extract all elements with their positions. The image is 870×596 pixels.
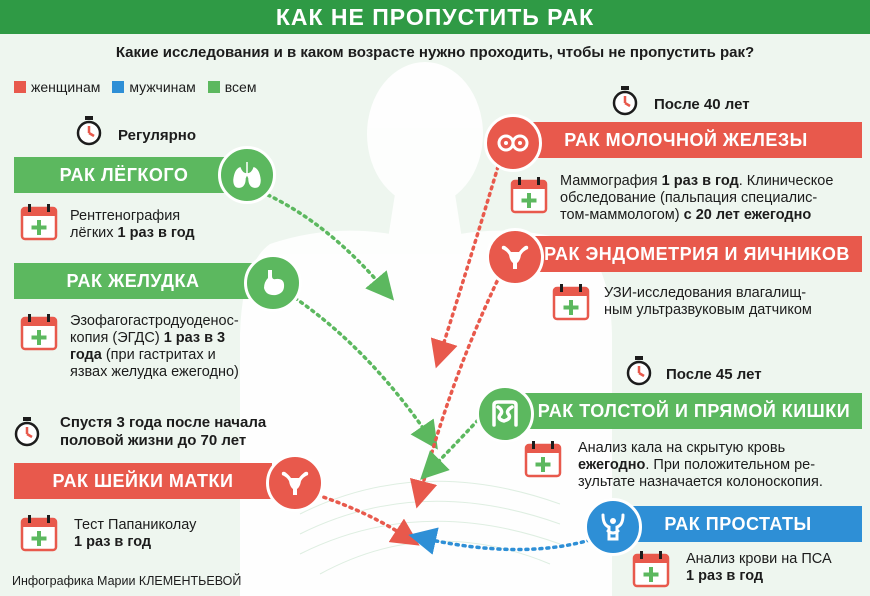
breast-test-line3-bold: с 20 лет ежегодно [683,207,812,223]
timer-label-after-sex-line2: половой жизни до 70 лет [60,432,247,449]
banner-breast: РАК МОЛОЧНОЙ ЖЕЛЕЗЫ [510,122,862,158]
timer-label-after-sex-line1: Спустя 3 года после начала [60,414,267,431]
page-title: КАК НЕ ПРОПУСТИТЬ РАК [275,4,595,30]
calendar-icon [20,514,58,552]
endometrium-test-line1: УЗИ-исследования влагалищ- [604,285,807,301]
legend-label-all: всем [224,79,257,95]
timer-label-regular: Регулярно [118,127,197,144]
uterus-icon [266,454,324,512]
colon-test-text [578,440,864,491]
cervix-test-line1: Тест Папаниколау [74,517,197,533]
colon-test-line3: зультате назначается колоноскопия. [578,474,823,490]
cervix-test-frequency: 1 раз в год [74,534,152,550]
arrow-stomach [295,298,430,438]
endometrium-test-line2: ным ультразвуковым датчиком [604,302,812,318]
legend-label-men: мужчинам [129,79,196,95]
colon-test-line1: Анализ кала на скрытую кровь [578,440,786,456]
stomach-test-line3 [70,347,270,364]
timer-icon [14,417,40,447]
breast-test-line2: обследование (пальпация специалис- [560,190,818,206]
prostate-test-line1: Анализ крови на ПСА [686,551,832,567]
banner-colon: РАК ТОЛСТОЙ И ПРЯМОЙ КИШКИ [500,393,862,429]
intestine-icon [476,385,534,443]
page-subtitle: Какие исследования и в каком возрасте нужно проходить, чтобы не пропустить рак? [115,44,755,61]
colon-test-line2 [578,457,864,474]
breast-test-line3 [560,207,862,224]
prostate-test-frequency: 1 раз в год [686,568,764,584]
arrow-endometrium [420,275,500,495]
calendar-icon [20,203,58,241]
stomach-test-line4: язвах желудка ежегодно) [70,364,239,380]
prostate-icon [584,498,642,556]
colon-test-line2-plain: . При положительном ре- [645,457,816,473]
arrow-prostate [422,538,590,550]
lungs-icon [218,146,276,204]
credit-text: Инфографика Марии КЛЕМЕНТЬЕВОЙ [12,574,242,588]
timer-label-after-sex [60,414,266,450]
calendar-icon [524,440,562,478]
breast-test-text [560,173,862,224]
endometrium-test-text [604,285,854,319]
lung-test-line1: Рентгенография [70,208,181,224]
calendar-icon [552,283,590,321]
lung-test-text [70,208,250,242]
breast-test-frequency: 1 раз в год [661,173,739,189]
calendar-icon [20,313,58,351]
cervix-test-line2 [74,534,254,551]
prostate-test-text [686,551,866,585]
banner-lung: РАК ЛЁГКОГО [14,157,234,193]
lung-test-line2-plain: лёгких [70,225,118,241]
calendar-icon [632,550,670,588]
timer-label-after45: После 45 лет [666,366,762,383]
breast-test-line1 [560,173,862,190]
timer-icon [626,356,652,386]
cervix-test-text [74,517,254,551]
timer-label-after40: После 40 лет [654,96,750,113]
calendar-icon [510,176,548,214]
prostate-test-line2 [686,568,866,585]
colon-test-frequency: ежегодно [578,457,646,473]
breast-icon [484,114,542,172]
breast-test-line1-tail: . Клиническое [738,173,834,189]
uterus-icon [486,228,544,286]
banner-stomach: РАК ЖЕЛУДКА [14,263,252,299]
stomach-test-line1: Эзофагогастродуоденос- [70,313,239,329]
stomach-test-line2-plain: копия (ЭГДС) [70,330,164,346]
timer-icon [612,86,638,116]
legend-label-women: женщинам [31,79,101,95]
stomach-test-line3-plain: (при гастритах и [101,347,216,363]
arrow-colon [430,420,478,470]
timer-icon [76,116,102,146]
stomach-test-line3-bold: года [70,347,102,363]
lung-test-frequency: 1 раз в год [117,225,195,241]
breast-test-line3-plain: том-маммологом) [560,207,684,223]
stomach-test-text [70,313,270,381]
banner-prostate: РАК ПРОСТАТЫ [614,506,862,542]
lung-test-line2 [70,225,250,242]
banner-cervix: РАК ШЕЙКИ МАТКИ [14,463,272,499]
stomach-test-line2-bold: 1 раз в 3 [163,330,226,346]
breast-test-line1-plain: Маммография [560,173,662,189]
stomach-icon [244,254,302,312]
banner-endometrium: РАК ЭНДОМЕТРИЯ И ЯИЧНИКОВ [510,236,862,272]
stomach-test-line2 [70,330,270,347]
